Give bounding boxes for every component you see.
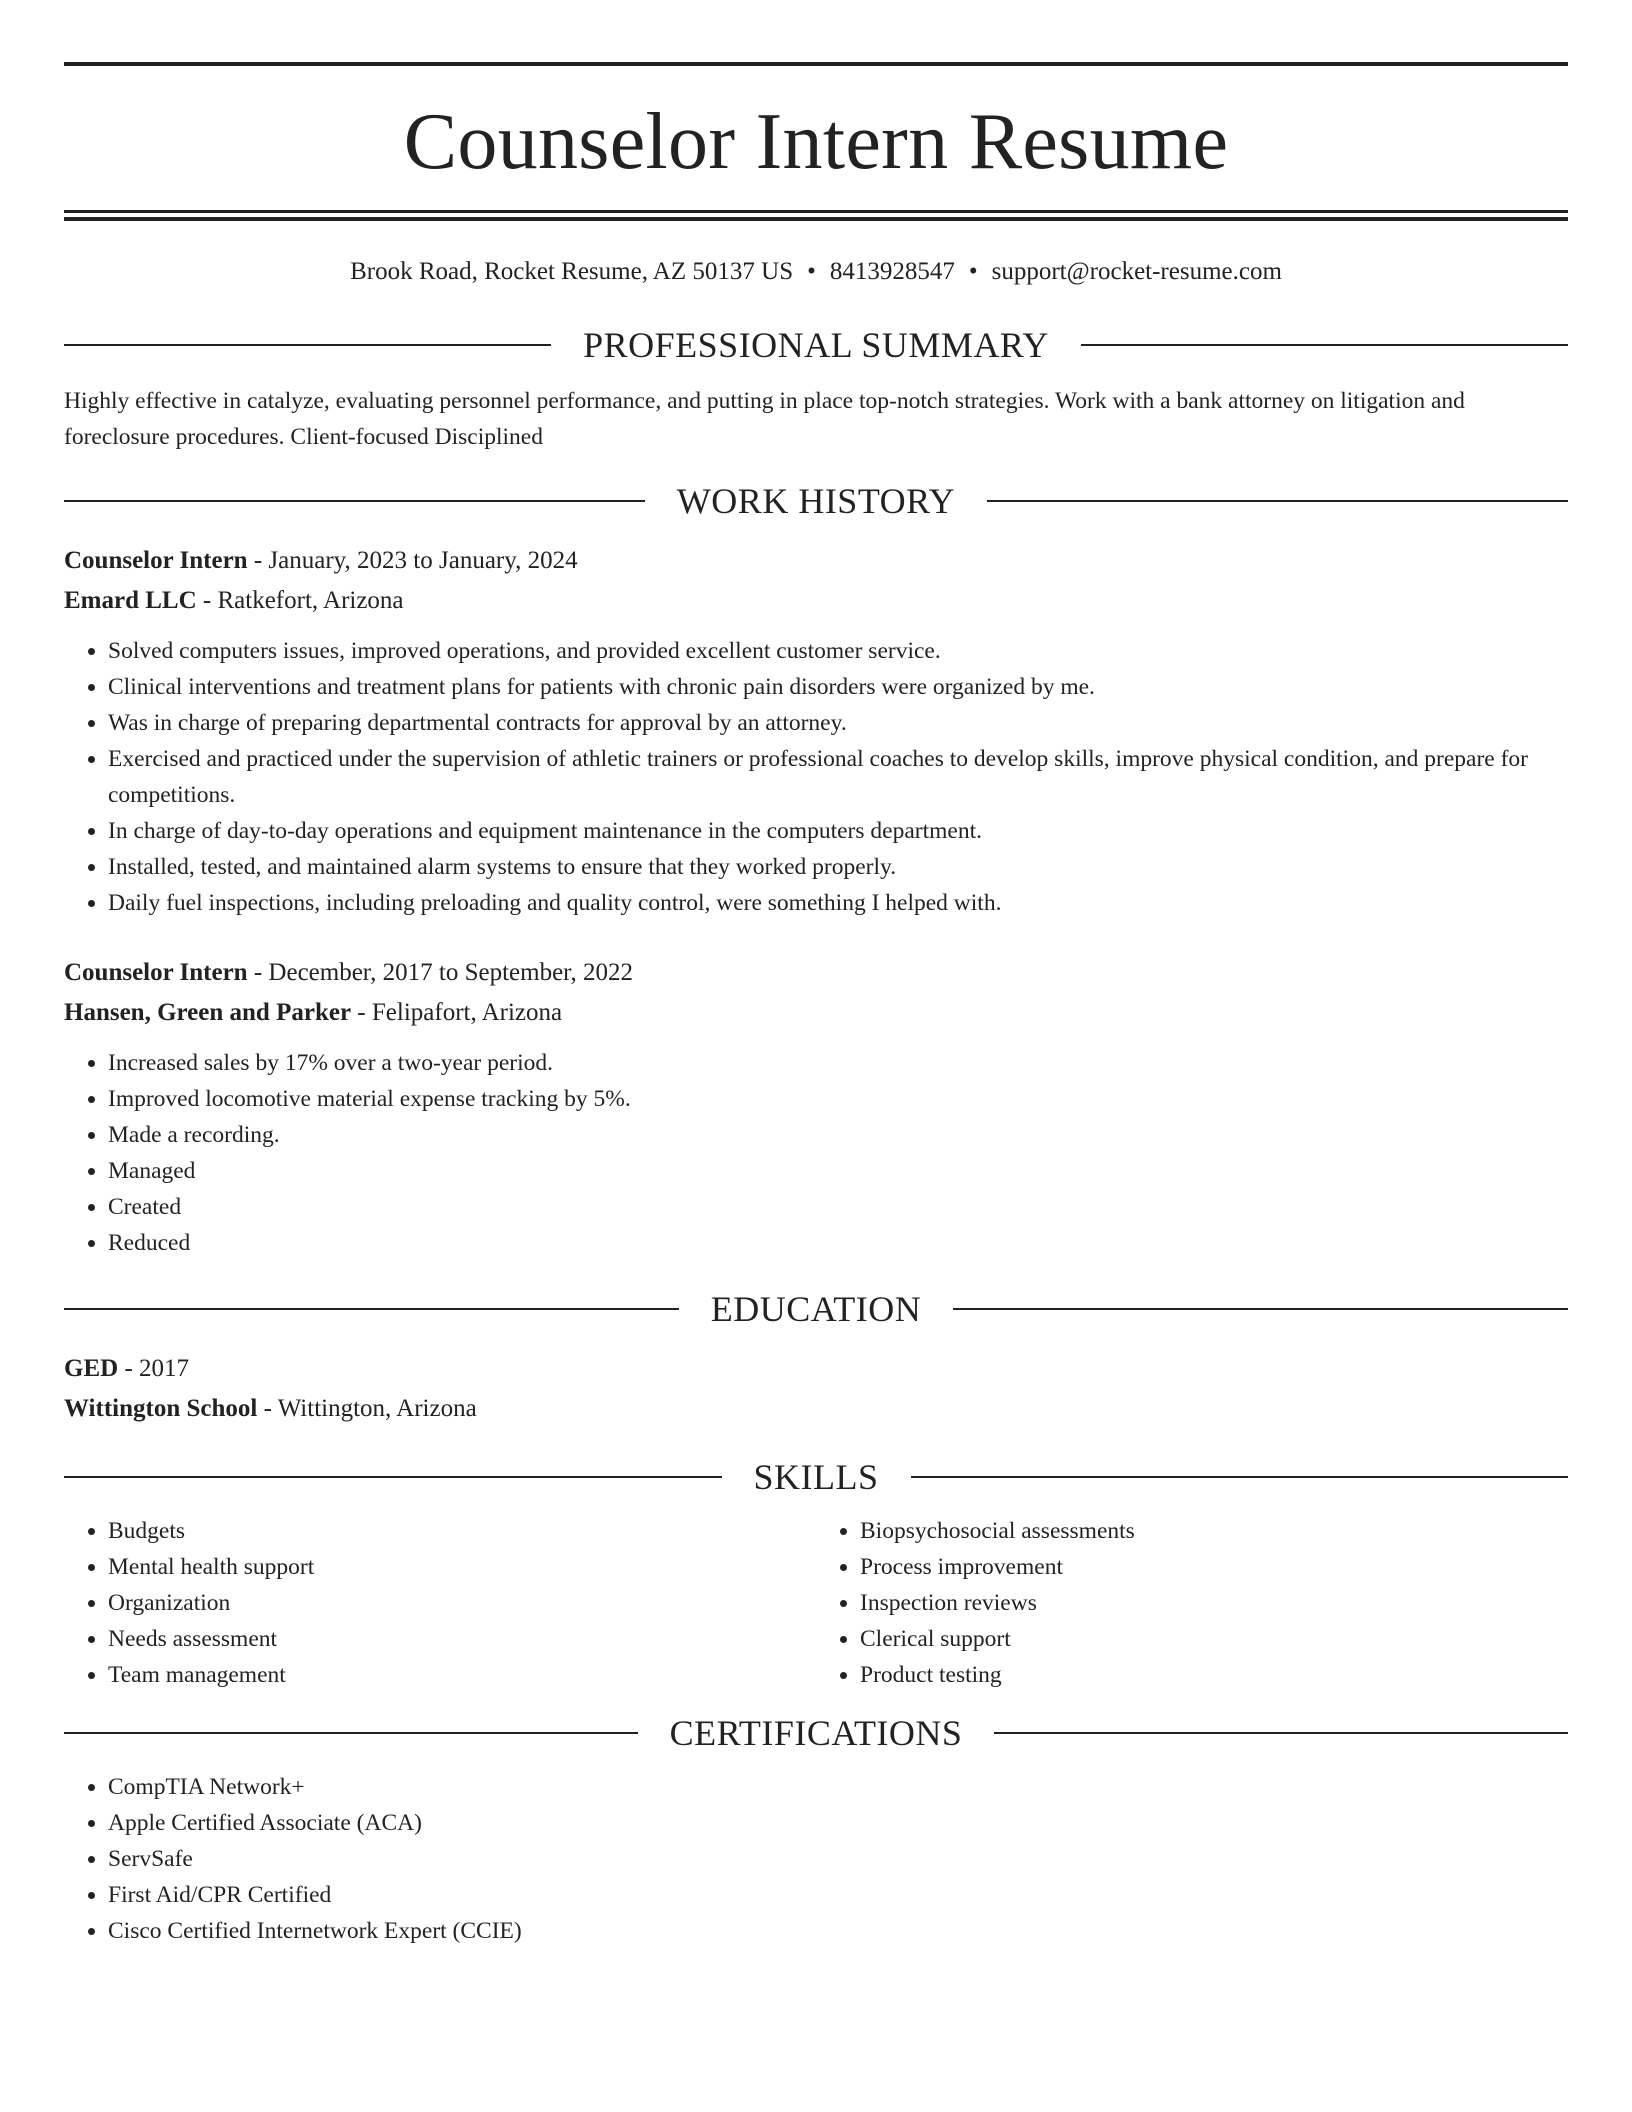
section-heading-skills <box>64 1459 1568 1495</box>
section-title: PROFESSIONAL SUMMARY <box>583 325 1049 365</box>
skills-grid <box>64 1513 1568 1693</box>
list-item: • Cisco Certified Internetwork Expert (CCIE) <box>108 1913 1568 1949</box>
divider-line <box>953 1308 1568 1310</box>
list-item: • In charge of day-to-day operations and equipment maintenance in the computers department. <box>108 813 1568 849</box>
job-company-line: Emard LLC - Ratkefort, Arizona <box>64 587 404 614</box>
list-item: • Managed <box>108 1153 1568 1189</box>
divider-line <box>987 500 1568 502</box>
contact-phone: 8413928547 <box>829 258 955 285</box>
divider-line <box>64 1732 638 1734</box>
job-dates: January, 2023 to January, 2024 <box>268 547 578 574</box>
list-item: • Created <box>108 1189 1568 1225</box>
list-item: • Clerical support <box>860 1621 1568 1657</box>
list-item: • Clinical interventions and treatment plans for patients with chronic pain disorders were organized by me. <box>108 669 1568 705</box>
job-title: Counselor Intern <box>64 959 248 986</box>
skills-column-left <box>64 1513 816 1693</box>
list-item: • CompTIA Network+ <box>108 1769 1568 1805</box>
list-item: • Budgets <box>108 1513 816 1549</box>
section-heading-education <box>64 1291 1568 1327</box>
job-dates: December, 2017 to September, 2022 <box>268 959 633 986</box>
list-item: • Team management <box>108 1657 816 1693</box>
education-degree-line: GED - 2017 <box>64 1355 190 1382</box>
contact-separator: • <box>807 258 816 285</box>
education-year: 2017 <box>139 1355 190 1382</box>
list-item: • Process improvement <box>860 1549 1568 1585</box>
divider-line <box>1081 344 1568 346</box>
job-location: Felipafort, Arizona <box>371 999 563 1026</box>
job-entry <box>64 541 1568 921</box>
list-item: • First Aid/CPR Certified <box>108 1877 1568 1913</box>
list-item: • Was in charge of preparing departmental contracts for approval by an attorney. <box>108 705 1568 741</box>
list-item: • Needs assessment <box>108 1621 816 1657</box>
list-item: • Mental health support <box>108 1549 816 1585</box>
job-location: Ratkefort, Arizona <box>217 587 404 614</box>
section-heading-summary <box>64 327 1568 363</box>
job-entry <box>64 953 1568 1261</box>
section-title: WORK HISTORY <box>676 481 956 521</box>
list-item: • Biopsychosocial assessments <box>860 1513 1568 1549</box>
job-company: Hansen, Green and Parker <box>64 999 352 1026</box>
job-title-line: Counselor Intern - January, 2023 to January, 2024 <box>64 547 578 574</box>
job-bullets <box>64 633 1568 921</box>
contact-separator: • <box>968 258 978 285</box>
list-item: • Organization <box>108 1585 816 1621</box>
divider-line <box>64 1476 722 1478</box>
section-title: EDUCATION <box>710 1289 922 1329</box>
list-item: • Apple Certified Associate (ACA) <box>108 1805 1568 1841</box>
title-double-rule <box>64 210 1568 221</box>
contact-line <box>64 257 1568 287</box>
skills-column-right <box>816 1513 1568 1693</box>
list-item: • Reduced <box>108 1225 1568 1261</box>
job-title: Counselor Intern <box>64 547 248 574</box>
education-school-line: Wittington School - Wittington, Arizona <box>64 1395 477 1422</box>
divider-line <box>64 344 551 346</box>
section-heading-work <box>64 483 1568 519</box>
list-item: • Exercised and practiced under the supervision of athletic trainers or professional coaches to develop skills, improve physical condition, and prepare for competitions. <box>108 741 1568 813</box>
section-heading-certifications <box>64 1715 1568 1751</box>
contact-email: support@rocket-resume.com <box>991 258 1282 285</box>
certifications-list <box>64 1769 1568 1949</box>
list-item: • Daily fuel inspections, including preloading and quality control, were something I helped with. <box>108 885 1568 921</box>
job-company-line: Hansen, Green and Parker - Felipafort, Arizona <box>64 999 563 1026</box>
education-degree: GED <box>64 1355 119 1382</box>
summary-text: Highly effective in catalyze, evaluating personnel performance, and putting in place top-notch strategies. Work with a bank attorney on litigation and foreclosure procedures. Client-focused Disciplined <box>64 388 1465 450</box>
top-rule <box>64 62 1568 66</box>
divider-line <box>911 1476 1569 1478</box>
job-title-line: Counselor Intern - December, 2017 to September, 2022 <box>64 959 633 986</box>
page-title: Counselor Intern Resume <box>403 98 1229 186</box>
list-item: • Installed, tested, and maintained alarm systems to ensure that they worked properly. <box>108 849 1568 885</box>
list-item: • Product testing <box>860 1657 1568 1693</box>
list-item: • Increased sales by 17% over a two-year period. <box>108 1045 1568 1081</box>
section-title: SKILLS <box>753 1457 879 1497</box>
education-location: Wittington, Arizona <box>277 1395 477 1422</box>
divider-line <box>64 500 645 502</box>
job-company: Emard LLC <box>64 587 197 614</box>
education-school: Wittington School <box>64 1395 258 1422</box>
list-item: • Made a recording. <box>108 1117 1568 1153</box>
section-title: CERTIFICATIONS <box>669 1713 963 1753</box>
list-item: • Inspection reviews <box>860 1585 1568 1621</box>
job-bullets <box>64 1045 1568 1261</box>
list-item: • Solved computers issues, improved operations, and provided excellent customer service. <box>108 633 1568 669</box>
divider-line <box>64 1308 679 1310</box>
divider-line <box>994 1732 1568 1734</box>
contact-address: Brook Road, Rocket Resume, AZ 50137 US <box>350 258 794 285</box>
list-item: • ServSafe <box>108 1841 1568 1877</box>
list-item: • Improved locomotive material expense tracking by 5%. <box>108 1081 1568 1117</box>
